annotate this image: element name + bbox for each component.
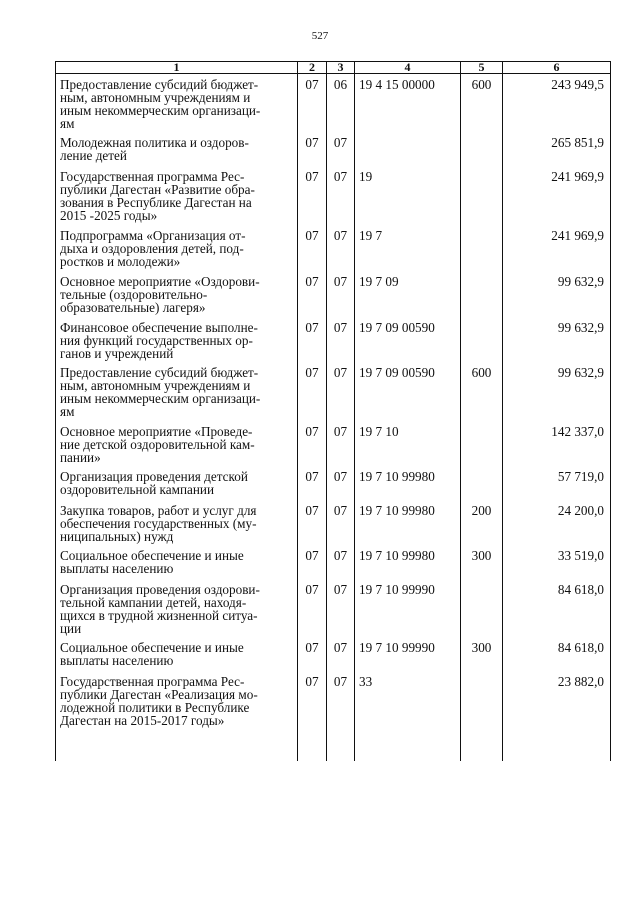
row-section-cell: 07	[298, 671, 327, 727]
table-row	[56, 671, 611, 727]
budget-table	[55, 61, 611, 761]
row-amount-cell: 33 519,0	[503, 545, 611, 579]
row-name-cell: Государственная программа Рес- публики Дагестан «Развитие обра- зования в Республике Дагестан на 2015 -2025 годы»	[56, 166, 298, 225]
row-name-cell: Социальное обеспечение и иные выплаты населению	[56, 637, 298, 671]
table-row	[56, 637, 611, 671]
row-amount-cell: 84 618,0	[503, 637, 611, 671]
row-amount-cell: 142 337,0	[503, 421, 611, 466]
row-section-cell: 07	[298, 271, 327, 317]
table-row	[56, 225, 611, 271]
row-amount-cell: 241 969,9	[503, 225, 611, 271]
row-amount-cell: 243 949,5	[503, 74, 611, 133]
empty-cell	[355, 727, 461, 761]
row-amount-cell: 24 200,0	[503, 500, 611, 545]
row-subsection-cell: 07	[327, 166, 355, 225]
row-target-article-cell: 19 7 10 99990	[355, 637, 461, 671]
row-section-cell: 07	[298, 421, 327, 466]
row-name-cell: Молодежная политика и оздоров- ление детей	[56, 132, 298, 166]
row-subsection-cell: 07	[327, 317, 355, 362]
row-target-article-cell: 19 7 10	[355, 421, 461, 466]
row-expense-type-cell: 600	[461, 74, 503, 133]
row-subsection-cell: 07	[327, 271, 355, 317]
row-subsection-cell: 07	[327, 545, 355, 579]
row-section-cell: 07	[298, 500, 327, 545]
row-expense-type-cell: 600	[461, 362, 503, 421]
row-target-article-cell: 19 7 09	[355, 271, 461, 317]
row-target-article-cell: 19 7 09 00590	[355, 317, 461, 362]
row-amount-cell: 99 632,9	[503, 362, 611, 421]
row-expense-type-cell	[461, 421, 503, 466]
row-section-cell: 07	[298, 466, 327, 500]
header-cell-5: 5	[461, 62, 503, 74]
row-expense-type-cell: 200	[461, 500, 503, 545]
row-target-article-cell: 19	[355, 166, 461, 225]
header-cell-1: 1	[56, 62, 298, 74]
header-cell-4: 4	[355, 62, 461, 74]
row-target-article-cell: 19 4 15 00000	[355, 74, 461, 133]
row-expense-type-cell	[461, 579, 503, 637]
empty-cell	[56, 727, 298, 761]
row-name-cell: Организация проведения детской оздоровительной кампании	[56, 466, 298, 500]
table-row	[56, 466, 611, 500]
empty-cell	[327, 727, 355, 761]
header-row	[56, 62, 611, 74]
row-expense-type-cell	[461, 225, 503, 271]
row-expense-type-cell: 300	[461, 637, 503, 671]
row-name-cell: Организация проведения оздорови- тельной кампании детей, находя- щихся в трудной жизненной ситуа- ции	[56, 579, 298, 637]
row-expense-type-cell	[461, 166, 503, 225]
row-section-cell: 07	[298, 637, 327, 671]
row-subsection-cell: 06	[327, 74, 355, 133]
row-amount-cell: 99 632,9	[503, 271, 611, 317]
empty-cell	[298, 727, 327, 761]
row-section-cell: 07	[298, 166, 327, 225]
row-target-article-cell: 19 7	[355, 225, 461, 271]
row-expense-type-cell	[461, 317, 503, 362]
row-name-cell: Основное мероприятие «Проведе- ние детской оздоровительной кам- пании»	[56, 421, 298, 466]
table-row	[56, 500, 611, 545]
row-subsection-cell: 07	[327, 466, 355, 500]
table-body	[56, 74, 611, 762]
empty-cell	[461, 727, 503, 761]
row-target-article-cell: 19 7 10 99980	[355, 466, 461, 500]
row-name-cell: Финансовое обеспечение выполне- ния функций государственных ор- ганов и учреждений	[56, 317, 298, 362]
row-target-article-cell: 19 7 10 99980	[355, 545, 461, 579]
row-expense-type-cell: 300	[461, 545, 503, 579]
table-continuation-row	[56, 727, 611, 761]
row-section-cell: 07	[298, 74, 327, 133]
row-section-cell: 07	[298, 317, 327, 362]
table-row	[56, 545, 611, 579]
row-name-cell: Государственная программа Рес- публики Дагестан «Реализация мо- лодежной политики в Республике Дагестан на 2015-2017 годы»	[56, 671, 298, 727]
row-section-cell: 07	[298, 132, 327, 166]
row-amount-cell: 23 882,0	[503, 671, 611, 727]
row-subsection-cell: 07	[327, 500, 355, 545]
row-expense-type-cell	[461, 466, 503, 500]
row-subsection-cell: 07	[327, 637, 355, 671]
row-name-cell: Подпрограмма «Организация от- дыха и оздоровления детей, под- ростков и молодежи»	[56, 225, 298, 271]
page-number: 527	[311, 30, 329, 42]
row-subsection-cell: 07	[327, 225, 355, 271]
row-subsection-cell: 07	[327, 132, 355, 166]
table-row	[56, 362, 611, 421]
row-subsection-cell: 07	[327, 671, 355, 727]
row-target-article-cell: 19 7 10 99990	[355, 579, 461, 637]
table-row	[56, 74, 611, 133]
row-target-article-cell	[355, 132, 461, 166]
empty-cell	[503, 727, 611, 761]
row-name-cell: Социальное обеспечение и иные выплаты населению	[56, 545, 298, 579]
row-expense-type-cell	[461, 271, 503, 317]
row-name-cell: Предоставление субсидий бюджет- ным, автономным учреждениям и иным некоммерческим организаци- ям	[56, 74, 298, 133]
header-cell-6: 6	[503, 62, 611, 74]
row-amount-cell: 241 969,9	[503, 166, 611, 225]
row-section-cell: 07	[298, 362, 327, 421]
table-row	[56, 132, 611, 166]
table-row	[56, 317, 611, 362]
row-subsection-cell: 07	[327, 421, 355, 466]
row-name-cell: Закупка товаров, работ и услуг для обеспечения государственных (му- ниципальных) нужд	[56, 500, 298, 545]
row-amount-cell: 265 851,9	[503, 132, 611, 166]
row-amount-cell: 99 632,9	[503, 317, 611, 362]
table-row	[56, 166, 611, 225]
row-section-cell: 07	[298, 225, 327, 271]
row-amount-cell: 84 618,0	[503, 579, 611, 637]
row-target-article-cell: 19 7 10 99980	[355, 500, 461, 545]
row-section-cell: 07	[298, 579, 327, 637]
row-target-article-cell: 33	[355, 671, 461, 727]
row-expense-type-cell	[461, 671, 503, 727]
row-target-article-cell: 19 7 09 00590	[355, 362, 461, 421]
table-row	[56, 271, 611, 317]
row-amount-cell: 57 719,0	[503, 466, 611, 500]
row-subsection-cell: 07	[327, 362, 355, 421]
table-row	[56, 579, 611, 637]
header-cell-3: 3	[327, 62, 355, 74]
header-cell-2: 2	[298, 62, 327, 74]
row-name-cell: Предоставление субсидий бюджет- ным, автономным учреждениям и иным некоммерческим организаци- ям	[56, 362, 298, 421]
row-section-cell: 07	[298, 545, 327, 579]
table-row	[56, 421, 611, 466]
row-subsection-cell: 07	[327, 579, 355, 637]
row-expense-type-cell	[461, 132, 503, 166]
row-name-cell: Основное мероприятие «Оздорови- тельные (оздоровительно- образовательные) лагеря»	[56, 271, 298, 317]
